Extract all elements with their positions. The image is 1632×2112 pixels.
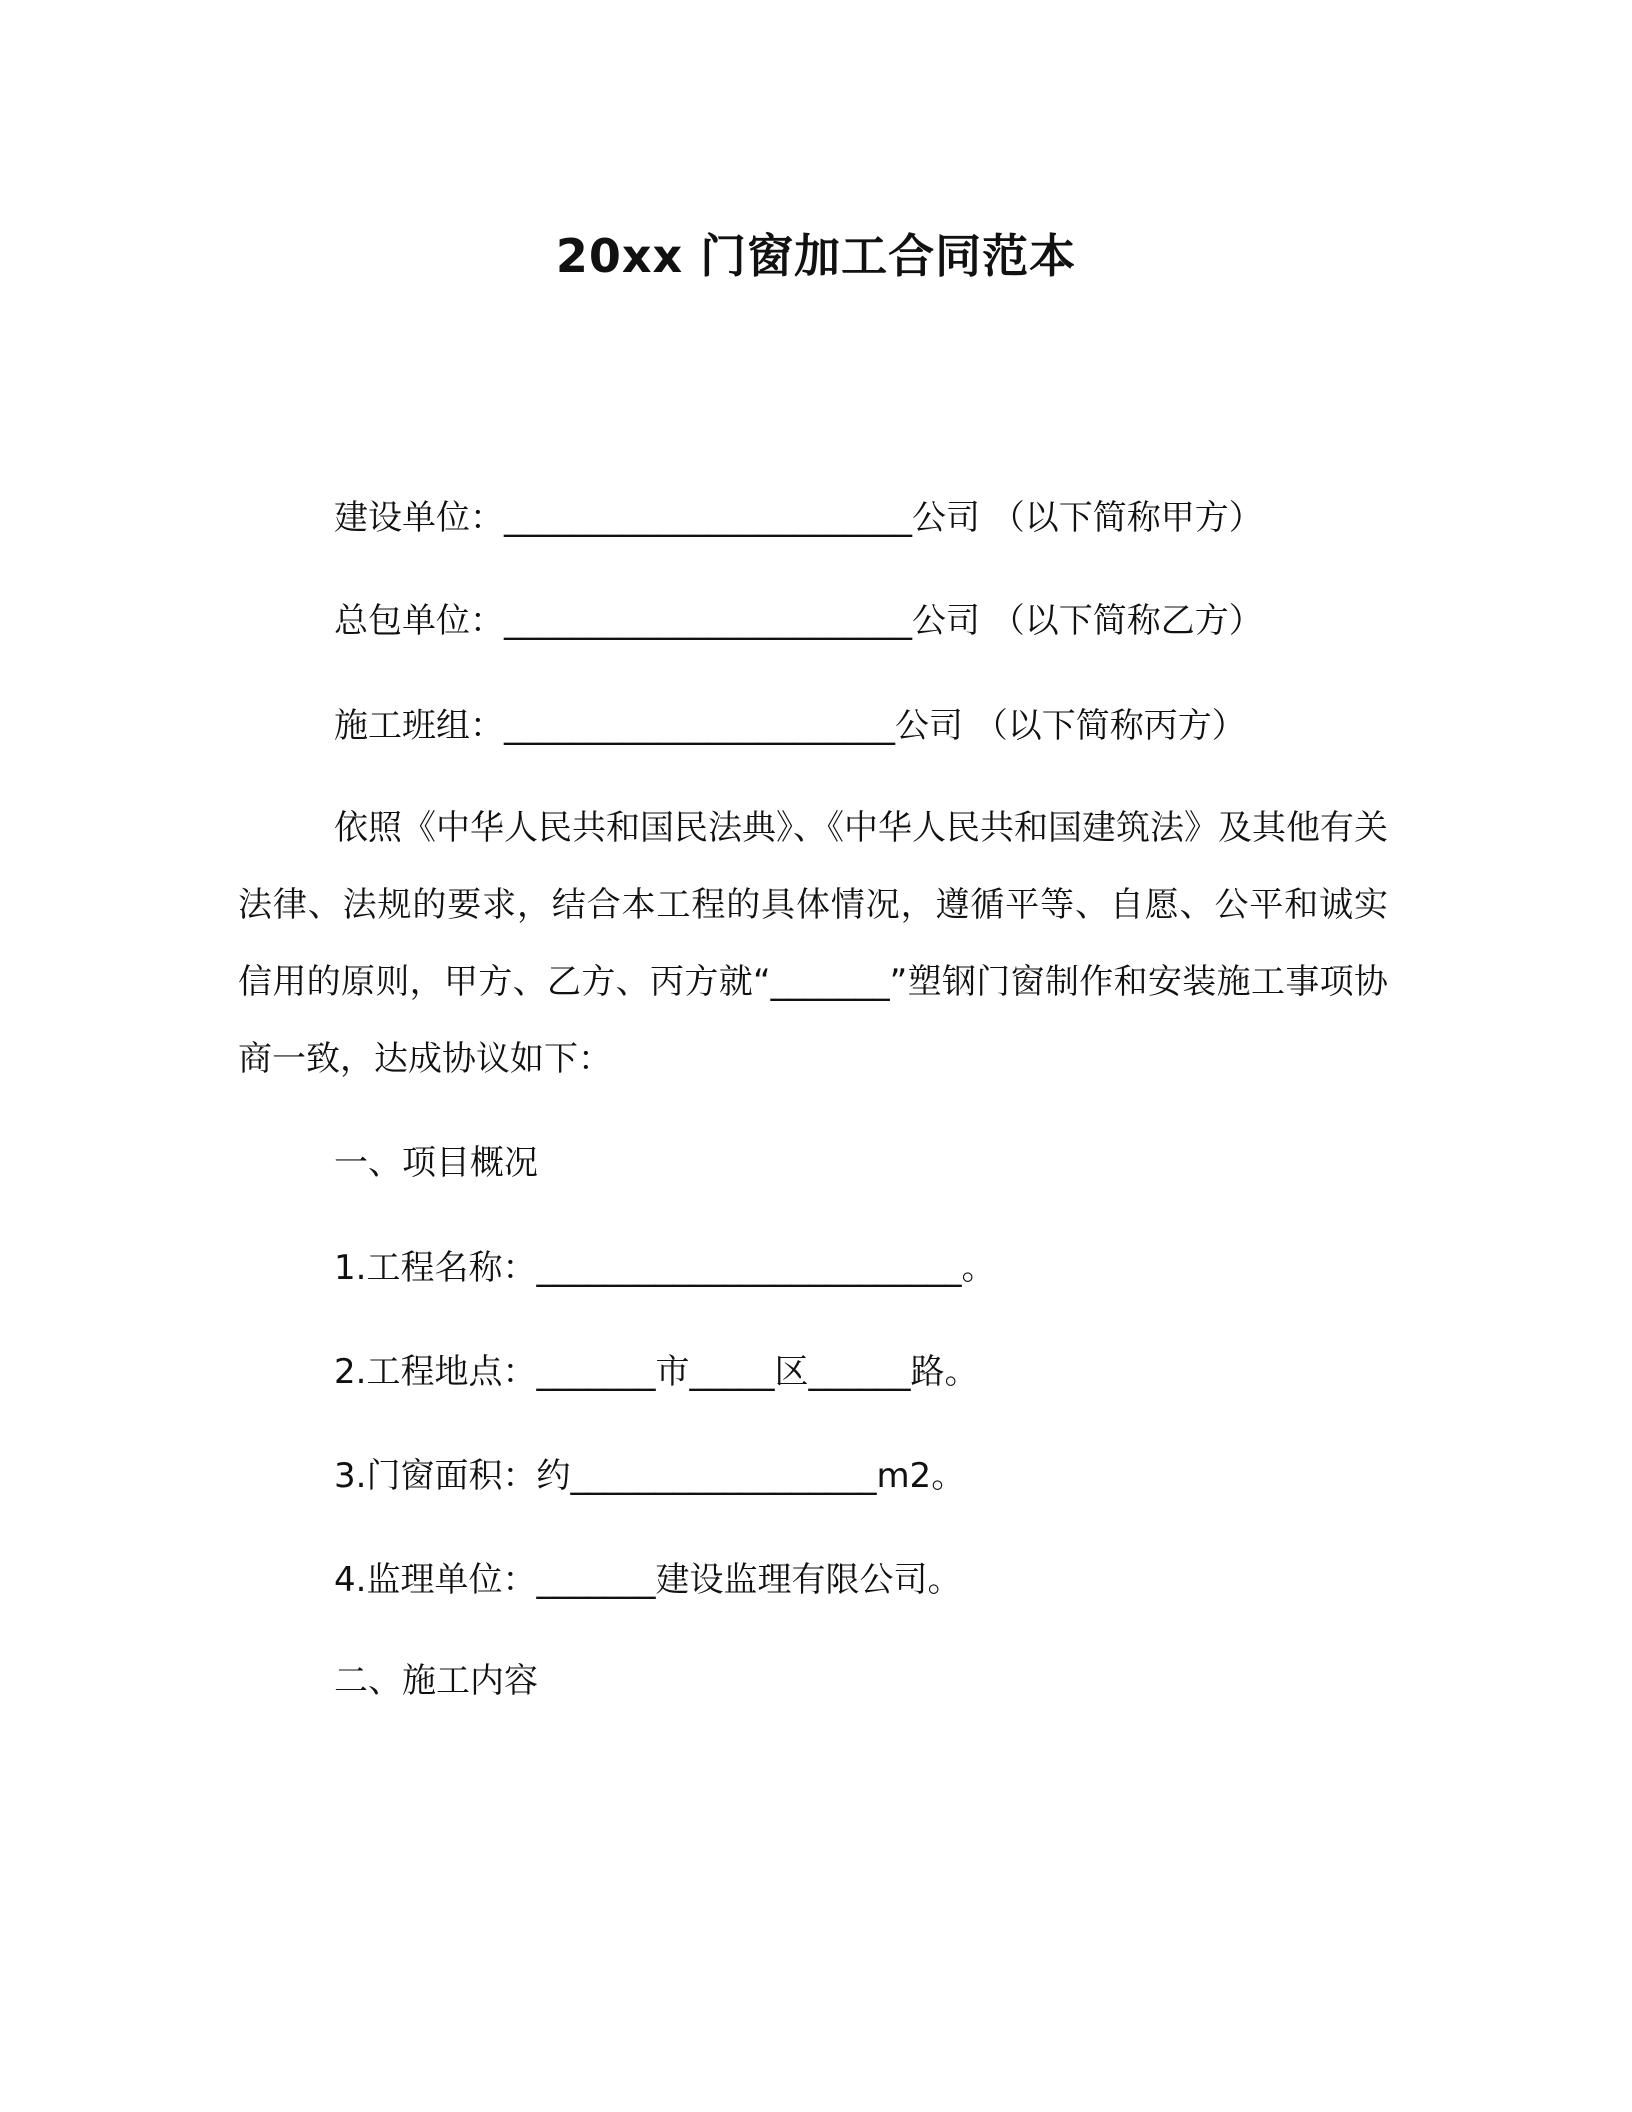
party-line-owner <box>334 498 1263 539</box>
party-label: 总包单位： <box>334 601 504 641</box>
item-project-location: 2.工程地点：_______市_____区______路。 <box>334 1352 979 1392</box>
item-window-area: 3.门窗面积：约__________________m2。 <box>334 1456 966 1496</box>
party-suffix: 公司 （以下简称甲方） <box>912 498 1263 538</box>
party-suffix: 公司 （以下简称乙方） <box>912 601 1263 641</box>
section-heading-overview: 一、项目概况 <box>334 1143 538 1183</box>
party-line-contractor <box>334 601 1263 642</box>
party-blank: ________________________ <box>504 498 912 538</box>
party-suffix: 公司 （以下简称丙方） <box>895 706 1246 746</box>
document-title: 20xx 门窗加工合同范本 <box>555 229 1077 283</box>
intro-paragraph: 依照《中华人民共和国民法典》、《中华人民共和国建筑法》及其他有关法律、法规的要求，结合本工程的具体情况，遵循平等、自愿、公平和诚实信用的原则，甲方、乙方、丙方就“_______”塑钢门窗制作和安装施工事项协商一致，达成协议如下： <box>238 808 1388 1079</box>
party-label: 施工班组： <box>334 706 504 746</box>
party-blank: ________________________ <box>504 601 912 641</box>
item-project-name: 1.工程名称：_________________________。 <box>334 1248 996 1288</box>
party-label: 建设单位： <box>334 498 504 538</box>
party-line-crew <box>334 706 1246 747</box>
item-supervisor: 4.监理单位：_______建设监理有限公司。 <box>334 1560 962 1600</box>
section-heading-construction: 二、施工内容 <box>334 1661 538 1701</box>
party-blank: _______________________ <box>504 706 895 746</box>
